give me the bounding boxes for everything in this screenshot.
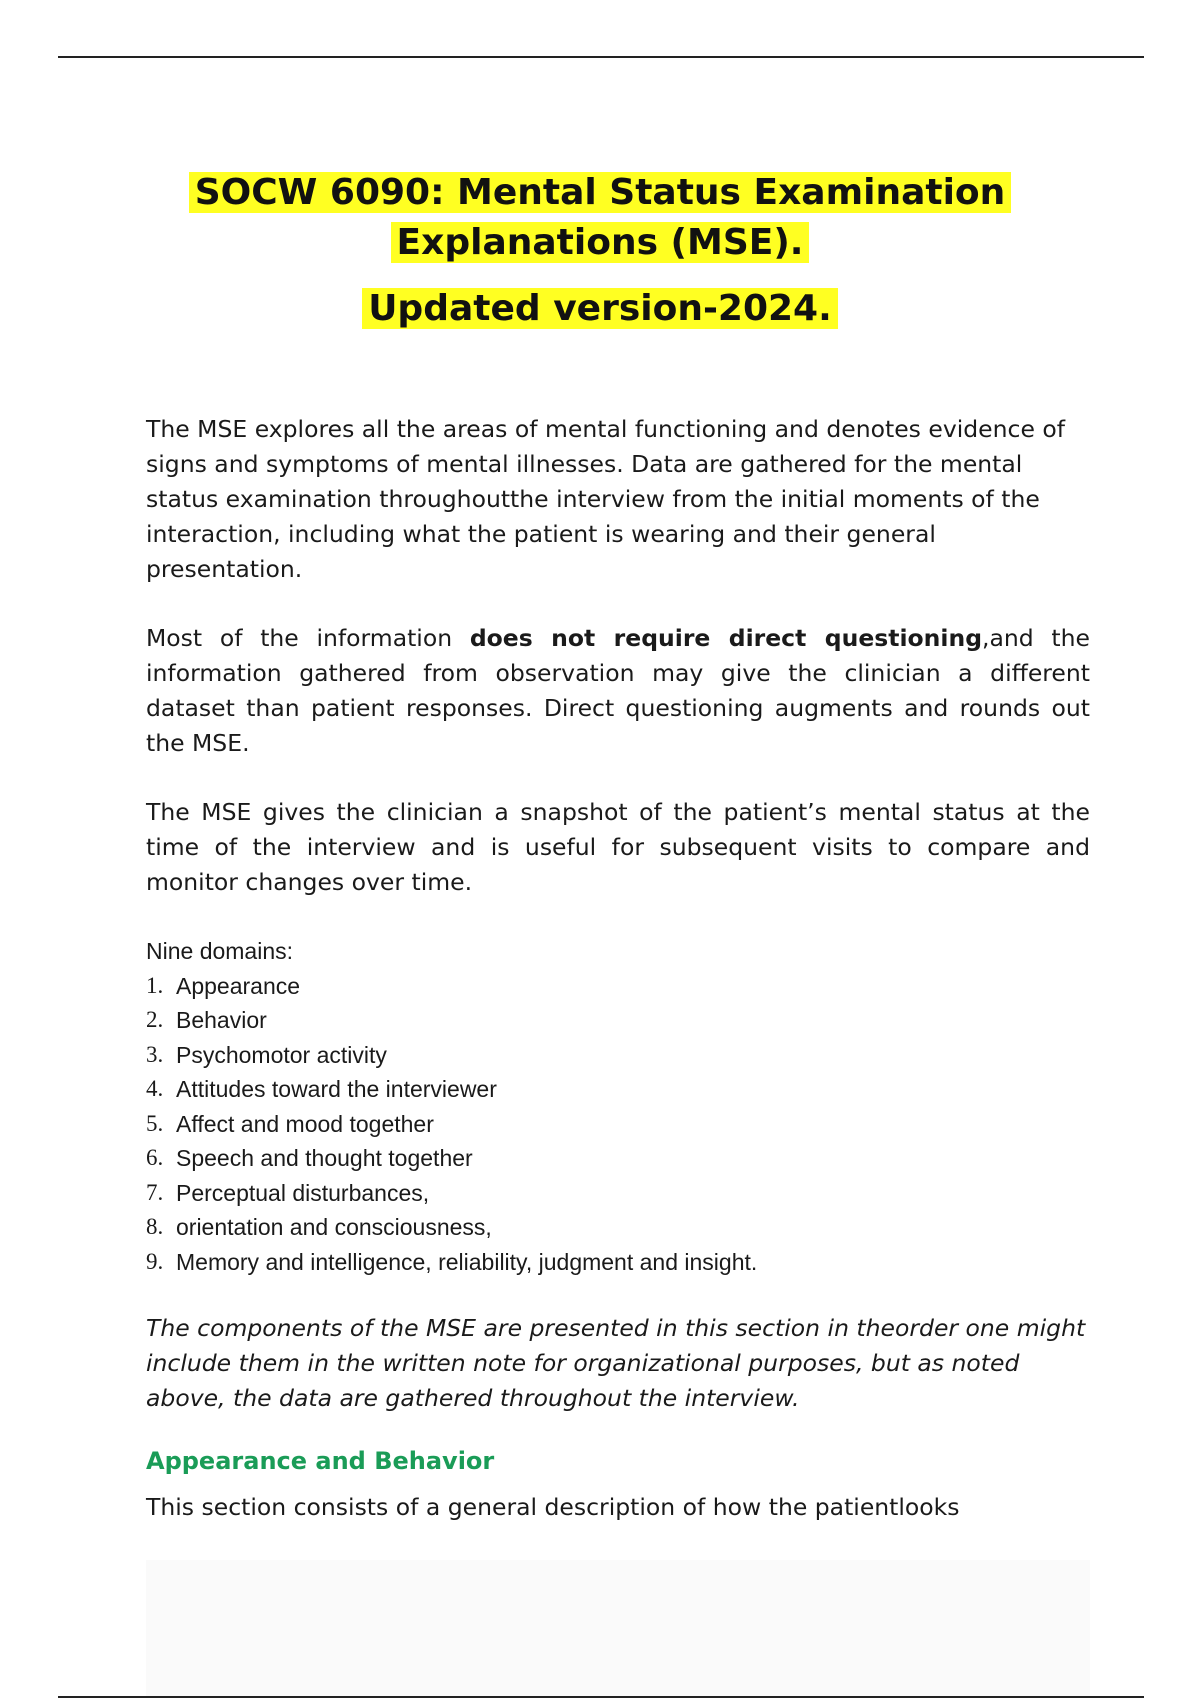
title-version: Updated version-2024.	[362, 288, 838, 329]
domains-list	[146, 969, 1090, 1280]
list-number: 3.	[146, 1041, 164, 1067]
list-item	[146, 1245, 1090, 1280]
list-number: 7.	[146, 1179, 164, 1205]
section-text: This section consists of a general description of how the patientlooks	[146, 1493, 960, 1521]
observation-text-end: ,and the information gathered from observation may give the clinician a different dataset than patient responses. Direct questioning augments and rounds out the MSE.	[146, 624, 1090, 757]
title-line-1: SOCW 6090: Mental Status Examination	[189, 172, 1012, 213]
list-text: Behavior	[176, 1007, 267, 1033]
list-item	[146, 969, 1090, 1004]
list-text: Memory and intelligence, reliability, judgment and insight.	[176, 1248, 758, 1275]
page-shade	[146, 1560, 1090, 1696]
list-item	[146, 1072, 1090, 1107]
list-item	[146, 1176, 1090, 1211]
observation-emphasis: does not require direct questioning	[469, 624, 983, 652]
section-heading-appearance-behavior: Appearance and Behavior	[146, 1447, 495, 1475]
components-note: The components of the MSE are presented in this section in theorder one might include them in the written note for organizational purposes, but as noted above, the data are gathered throughout the interview.	[146, 1314, 1086, 1412]
observation-text-start: Most of the information	[146, 624, 470, 652]
list-text: Appearance	[176, 972, 301, 999]
list-item	[146, 1107, 1090, 1142]
title-line-2: Explanations (MSE).	[391, 222, 810, 263]
document-body	[146, 412, 1090, 1559]
snapshot-paragraph: The MSE gives the clinician a snapshot of the patient’s mental status at the time of the interview and is useful for subsequent visits to compare and monitor changes over time.	[146, 798, 1090, 896]
domains-heading: Nine domains:	[146, 938, 294, 964]
list-text: Psychomotor activity	[176, 1041, 387, 1068]
list-number: 6.	[146, 1145, 164, 1170]
list-number: 8.	[146, 1214, 164, 1239]
list-item	[146, 1003, 1090, 1038]
domains-list-block	[146, 934, 1090, 1279]
list-item	[146, 1210, 1090, 1245]
list-number: 9.	[146, 1248, 164, 1274]
bottom-rule	[58, 1696, 1144, 1698]
list-text: Speech and thought together	[176, 1145, 473, 1171]
intro-paragraph: The MSE explores all the areas of mental functioning and denotes evidence of signs and symptoms of mental illnesses. Data are gathered for the mental status examination throughoutthe interview from the initial moments of the interaction, including what the patient is wearing and their general presentation.	[146, 415, 1066, 583]
observation-paragraph	[146, 621, 1090, 761]
list-text: Attitudes toward the interviewer	[176, 1076, 497, 1102]
list-number: 5.	[146, 1110, 164, 1136]
list-text: orientation and consciousness,	[176, 1214, 492, 1240]
list-text: Affect and mood together	[176, 1110, 434, 1137]
list-item	[146, 1141, 1090, 1176]
list-text: Perceptual disturbances,	[176, 1179, 430, 1206]
list-number: 2.	[146, 1007, 164, 1032]
top-rule	[58, 56, 1144, 58]
list-item	[146, 1038, 1090, 1073]
list-number: 4.	[146, 1076, 164, 1101]
document-title	[0, 168, 1200, 334]
list-number: 1.	[146, 972, 164, 998]
